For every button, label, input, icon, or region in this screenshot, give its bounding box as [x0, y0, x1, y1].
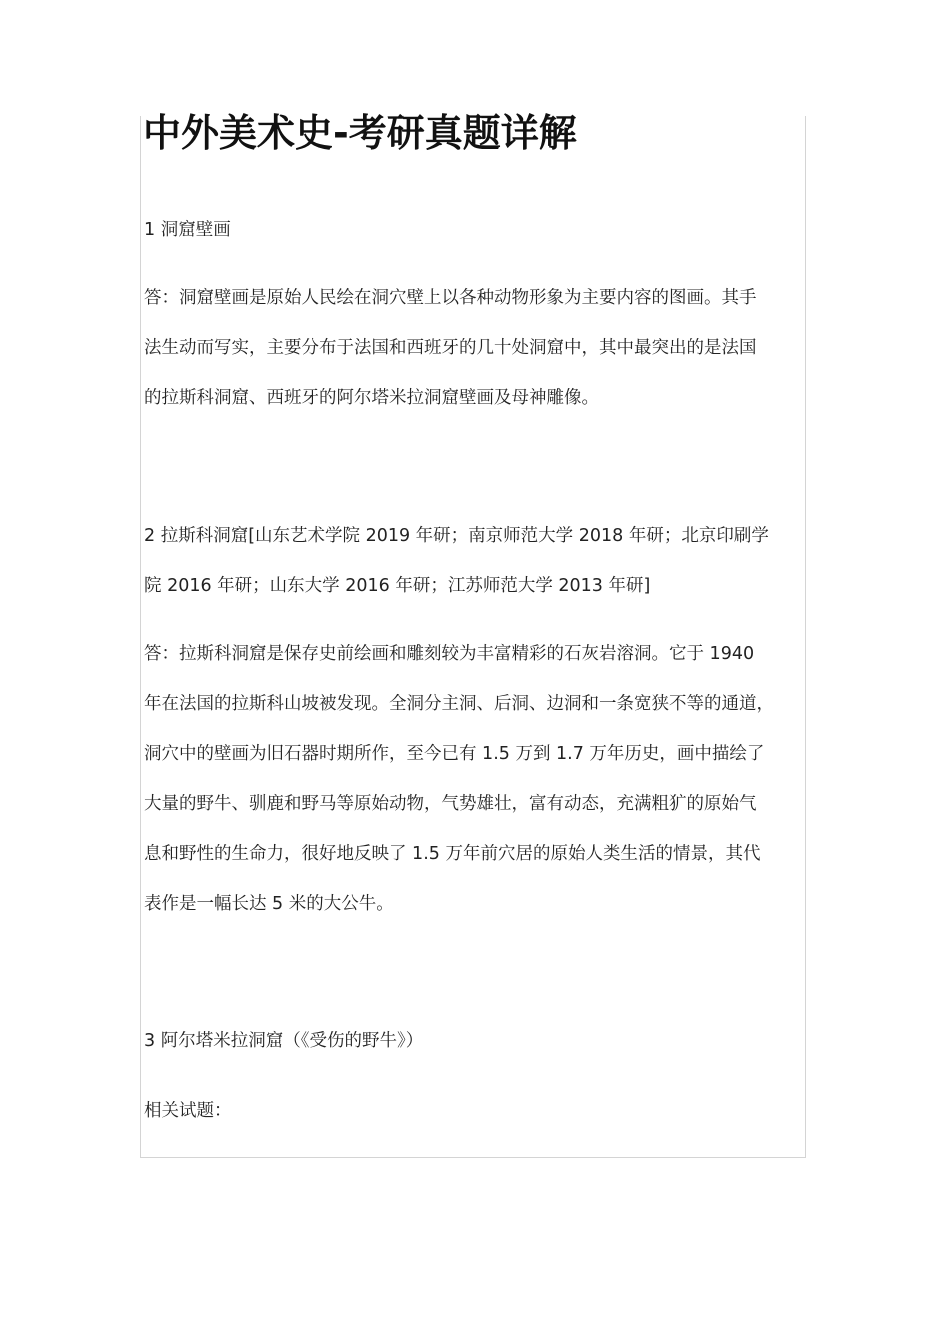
- section-2-answer-line: 洞穴中的壁画为旧石器时期所作，至今已有 1.5 万到 1.7 万年历史，画中描绘了: [144, 744, 765, 764]
- section-2-answer-line: 答：拉斯科洞窟是保存史前绘画和雕刻较为丰富精彩的石灰岩溶洞。它于 1940: [144, 644, 755, 664]
- related-questions-label: 相关试题：: [144, 1101, 232, 1121]
- section-2-answer-line: 大量的野牛、驯鹿和野马等原始动物，气势雄壮，富有动态，充满粗犷的原始气: [144, 794, 757, 814]
- section-1-answer-line: 法生动而写实，主要分布于法国和西班牙的几十处洞窟中，其中最突出的是法国: [144, 338, 757, 358]
- page-frame: [140, 116, 806, 1158]
- section-1-answer-line: 的拉斯科洞窟、西班牙的阿尔塔米拉洞窟壁画及母神雕像。: [144, 388, 599, 408]
- section-2-heading: 2 拉斯科洞窟[山东艺术学院 2019 年研；南京师范大学 2018 年研；北京印刷学: [144, 526, 769, 546]
- section-2-heading: 院 2016 年研；山东大学 2016 年研；江苏师范大学 2013 年研]: [144, 576, 651, 596]
- section-2-answer-line: 息和野性的生命力，很好地反映了 1.5 万年前穴居的原始人类生活的情景，其代: [144, 844, 761, 864]
- section-3-heading: 3 阿尔塔米拉洞窟（《受伤的野牛》）: [144, 1031, 424, 1051]
- section-2-answer-line: 表作是一幅长达 5 米的大公牛。: [144, 894, 394, 914]
- document-title: 中外美术史-考研真题详解: [143, 111, 577, 155]
- section-2-answer-line: 年在法国的拉斯科山坡被发现。全洞分主洞、后洞、边洞和一条宽狭不等的通道，: [144, 694, 774, 714]
- section-1-answer-line: 答：洞窟壁画是原始人民绘在洞穴壁上以各种动物形象为主要内容的图画。其手: [144, 288, 757, 308]
- section-1-heading: 1 洞窟壁画: [144, 220, 231, 240]
